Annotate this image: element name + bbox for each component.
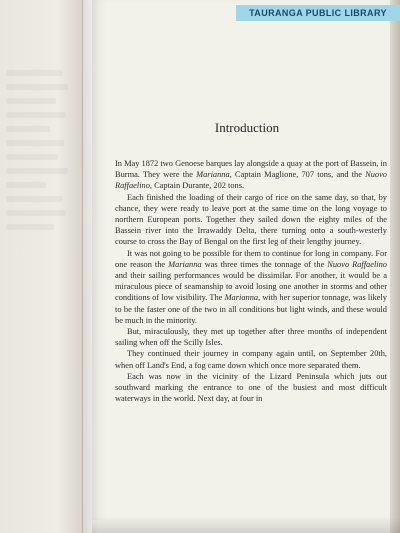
paragraph: It was not going to be possible for them to continue for long in company. For one reason the Marianna was three times the tonnage of the Nuovo Raffaelino and their sailing performances would be dissimilar. For another, it would be a miraculous piece of seamanship to avoid losing one another in storms and other conditions of low visibility. The Marianna, with her superior tonnage, was likely to be the faster one of the two in all conditions but light winds, and these would be much in the minority. bbox=[115, 248, 387, 325]
bleed-through-line bbox=[6, 126, 50, 132]
paragraph: In May 1872 two Genoese barques lay alongside a quay at the port of Bassein, in Burma. They were the Marianna, Captain Maglione, 707 tons, and the Nuovo Raffaelino, Captain Durante, 202 tons. bbox=[115, 159, 387, 191]
bleed-through-line bbox=[6, 210, 66, 216]
bleed-through-line bbox=[6, 98, 56, 104]
bleed-through-line bbox=[6, 70, 62, 76]
body-text bbox=[115, 158, 387, 404]
bleed-through-line bbox=[6, 224, 54, 230]
page-bottom-shadow bbox=[92, 517, 400, 533]
chapter-title: Introduction bbox=[214, 120, 280, 135]
cover-edge bbox=[390, 0, 400, 533]
bleed-through-line bbox=[6, 154, 58, 160]
bleed-through-line bbox=[6, 112, 66, 118]
bleed-through-line bbox=[6, 182, 46, 188]
paragraph: But, miraculously, they met up together after three months of independent sailing when off the Scilly Isles. bbox=[115, 327, 387, 348]
paragraph: They continued their journey in company again until, on September 20th, when off Land's End, a fog came down which once more separated them. bbox=[115, 349, 387, 370]
left-page bbox=[0, 0, 83, 533]
paragraph: Each finished the loading of their cargo of rice on the same day, so that, by chance, they were ready to leave port at the same time on the long voyage to northern European ports. Together they sailed down the eighty miles of the Bassein river into the Irrawaddy Delta, there turning onto a south-westerly course to cross the Bay of Bengal on the first leg of their lengthy journey. bbox=[115, 192, 387, 247]
bleed-through-line bbox=[6, 140, 64, 146]
bleed-through-line bbox=[6, 84, 68, 90]
bleed-through-line bbox=[6, 168, 68, 174]
library-label: TAURANGA PUBLIC LIBRARY bbox=[236, 5, 400, 21]
bleed-through-line bbox=[6, 196, 62, 202]
paragraph: Each was now in the vicinity of the Lizard Peninsula which juts out southward marking the entrance to one of the busiest and most difficult waterways in the world. Next day, at four in bbox=[115, 371, 387, 404]
